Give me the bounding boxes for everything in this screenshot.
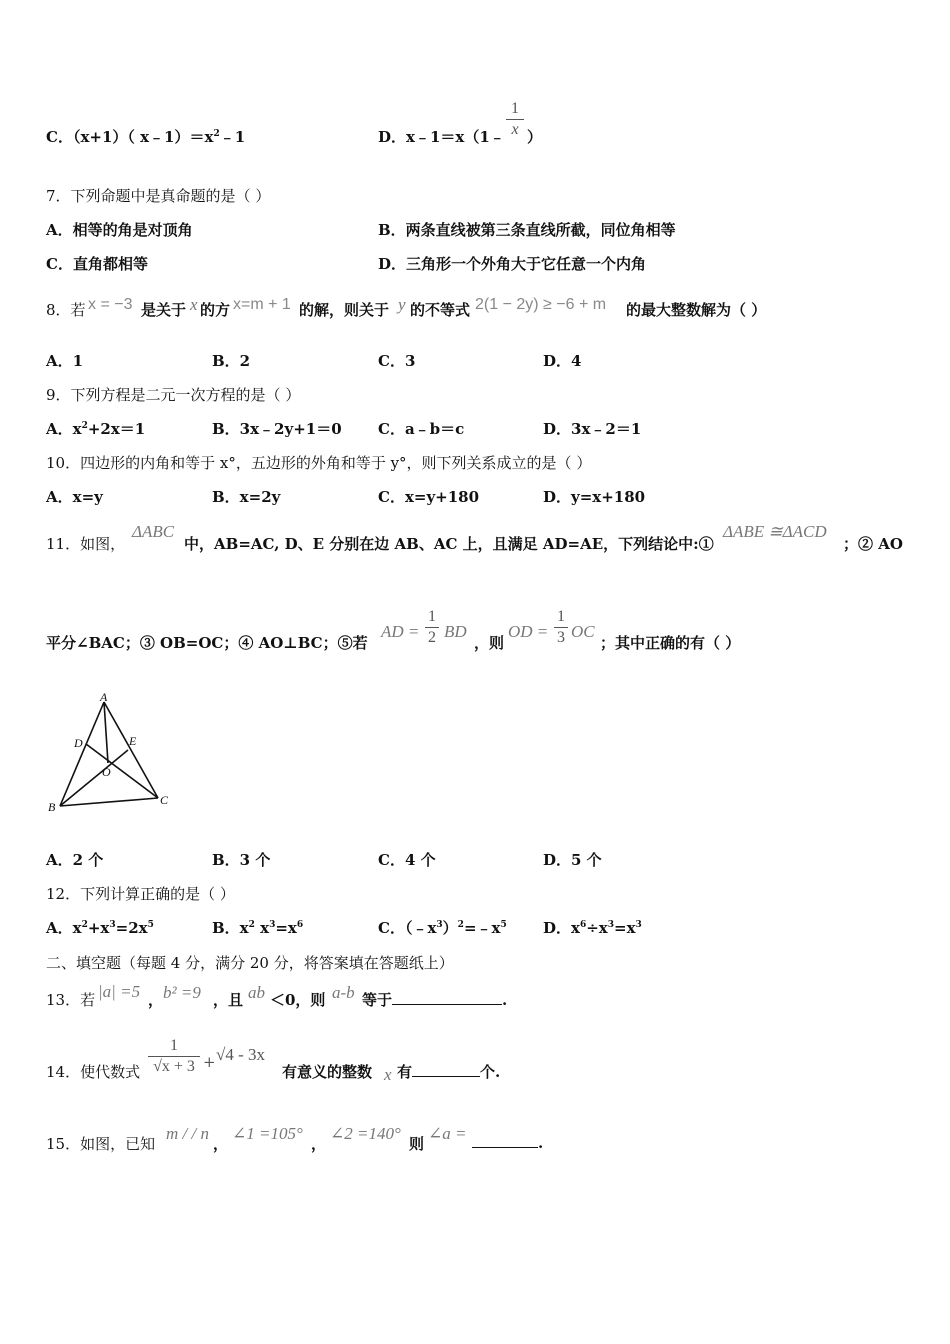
q8-math-y: y xyxy=(398,295,406,314)
q12-option-c: C．$(﹣x^3)^2=﹣x^5$ xyxy=(378,919,507,937)
figure-label-d: D xyxy=(74,736,83,750)
q9-option-d: D．3x﹣2＝1 xyxy=(543,420,642,438)
figure-label-c: C xyxy=(160,793,169,807)
q8-text-6: 的最大整数解为（ ） xyxy=(626,301,767,319)
q12-option-a: A．$x^2+x^3=2x^5$ xyxy=(46,919,154,937)
q9-stem-text: 9．下列方程是二元一次方程的是（ ） xyxy=(46,386,301,404)
q8-text-3: 的方 xyxy=(200,301,231,319)
q10-stem xyxy=(0,452,950,482)
q8-options xyxy=(0,350,950,380)
q11-fraction-third: 1 3 xyxy=(554,608,568,647)
q9-stem xyxy=(0,384,950,414)
q8-text-1: 8．若 xyxy=(46,301,86,319)
q12-stem xyxy=(0,883,950,913)
q11-fraction-half: 1 2 xyxy=(425,608,439,647)
q15-math-parallel: m / / n xyxy=(166,1124,209,1143)
q13-text-2: ， xyxy=(148,991,164,1009)
q13-stem xyxy=(0,982,950,1019)
q11-option-a: A．2 个 xyxy=(46,851,104,869)
q6-options xyxy=(0,100,950,156)
q14-text-3: 有 个. xyxy=(397,1063,501,1081)
q11-text-6: ；其中正确的有（ ） xyxy=(600,634,741,652)
q8-option-b: B．2 xyxy=(212,352,251,370)
q10-option-b: B．x=2y xyxy=(212,488,281,506)
q13-text-5: 等于 . xyxy=(362,991,508,1009)
q15-math-angle1: ∠1 =105° xyxy=(232,1124,303,1143)
q7-options-row1 xyxy=(0,219,950,249)
q8-math-inequality: 2(1 − 2y) ≥ −6 + m xyxy=(475,296,607,313)
q9-option-c: C．a﹣b＝c xyxy=(378,420,465,438)
q14-fraction: 1 √x + 3 xyxy=(148,1037,200,1076)
q7-option-a: A．相等的角是对顶角 xyxy=(46,221,193,239)
q15-answer-blank[interactable] xyxy=(472,1133,538,1148)
q13-math-a-minus-b: a-b xyxy=(332,983,355,1002)
q12-option-b: B．$x^2$ $x^3=x^6$ xyxy=(212,919,304,937)
q10-option-c: C．x=y+180 xyxy=(378,488,480,506)
figure-label-e: E xyxy=(129,734,137,748)
q12-option-d: D．$x^6\div x^3=x^3$ xyxy=(543,919,642,937)
q14-math-x: x xyxy=(384,1065,392,1084)
q6-option-d: D．x﹣1＝x（1﹣ xyxy=(378,128,505,146)
q13-math-b-squared: b² =9 xyxy=(163,983,201,1002)
q15-math-angle2: ∠2 =140° xyxy=(330,1124,401,1143)
q15-text-3: ， xyxy=(311,1135,327,1153)
q11-text-2: 中，AB=AC, D、E 分别在边 AB、AC 上，且满足 AD=AE，下列结论中:① xyxy=(184,535,714,553)
q9-options xyxy=(0,418,950,448)
q14-sqrt: √4 - 3x xyxy=(216,1045,265,1064)
q8-stem xyxy=(0,295,950,329)
q7-options-row2 xyxy=(0,253,950,283)
q14-plus: + xyxy=(203,1053,216,1071)
q13-text-3: ，且 xyxy=(213,991,244,1009)
q13-text-1: 13．若 xyxy=(46,991,96,1009)
q6-option-c: C．（x+1）（ $x﹣1)=x^2﹣1$ xyxy=(46,128,246,146)
q8-text-2: 是关于 xyxy=(141,301,187,319)
q11-option-b: B．3 个 xyxy=(212,851,271,869)
figure-label-b: B xyxy=(48,800,56,814)
q11-option-d: D．5 个 xyxy=(543,851,602,869)
q10-options xyxy=(0,486,950,516)
q11-math-ad: AD = xyxy=(381,622,420,641)
section-2-title: 二、填空题（每题 4 分，满分 20 分，将答案填在答题纸上） xyxy=(46,954,454,972)
q15-answer: . xyxy=(472,1133,543,1152)
q9-option-b: B．3x﹣2y+1＝0 xyxy=(212,420,342,438)
q14-text-1: 14．使代数式 xyxy=(46,1063,141,1081)
q11-math-congruence: ΔABE ≅ΔACD xyxy=(723,522,827,541)
q6-option-d-tail: ） xyxy=(527,128,543,146)
q8-text-4: 的解，则关于 xyxy=(299,301,390,319)
q9-option-a: A．$x^2+2x=1$ xyxy=(46,420,146,438)
q10-option-a: A．x=y xyxy=(46,488,103,506)
q12-options xyxy=(0,917,950,947)
q7-option-d: D．三角形一个外角大于它任意一个内角 xyxy=(378,255,647,273)
q7-option-b: B．两条直线被第三条直线所截，同位角相等 xyxy=(378,221,676,239)
q11-option-c: C．4 个 xyxy=(378,851,436,869)
q14-stem xyxy=(0,1037,950,1091)
q8-text-5: 的不等式 xyxy=(410,301,471,319)
q11-math-bd: BD xyxy=(444,622,467,641)
q11-stem-line2 xyxy=(0,608,950,662)
q14-answer-blank[interactable] xyxy=(412,1062,480,1077)
q11-text-3: ；② AO xyxy=(843,535,903,553)
q8-math-equation: x=m + 1 xyxy=(233,296,291,313)
q8-math-x: x xyxy=(190,295,198,314)
q11-text-5: ，则 xyxy=(474,634,505,652)
q11-text-1: 11．如图， xyxy=(46,535,126,553)
q13-text-4: ＜0，则 xyxy=(270,991,326,1009)
q13-math-ab: ab xyxy=(248,983,265,1002)
q15-stem xyxy=(0,1124,950,1163)
q15-text-4: 则 xyxy=(409,1135,425,1153)
q8-math-x-eq: x = −3 xyxy=(88,296,133,313)
q15-math-angle-a: ∠a = xyxy=(428,1124,467,1143)
q7-stem-text: 7．下列命题中是真命题的是（ ） xyxy=(46,187,271,205)
figure-label-a: A xyxy=(100,690,108,704)
q11-options xyxy=(0,849,950,879)
q13-math-abs-a: |a| =5 xyxy=(98,982,141,1001)
q14-text-2: 有意义的整数 xyxy=(282,1063,373,1081)
q11-text-4: 平分∠BAC；③ OB=OC；④ AO⊥BC；⑤若 xyxy=(46,634,368,652)
q11-math-oc: OC xyxy=(571,622,595,641)
q15-text-2: ， xyxy=(213,1135,229,1153)
q8-option-a: A．1 xyxy=(46,352,84,370)
q15-text-1: 15．如图，已知 xyxy=(46,1135,156,1153)
q8-option-c: C．3 xyxy=(378,352,416,370)
q7-option-c: C．直角都相等 xyxy=(46,255,148,273)
q7-stem xyxy=(0,185,950,215)
q11-triangle-figure xyxy=(40,690,180,820)
q8-option-d: D．4 xyxy=(543,352,582,370)
q11-math-od: OD = xyxy=(508,622,549,641)
section-2-heading xyxy=(0,952,950,982)
q11-stem-line1 xyxy=(0,522,950,563)
q12-stem-text: 12．下列计算正确的是（ ） xyxy=(46,885,235,903)
q11-math-triangle: ΔABC xyxy=(132,522,175,541)
figure-label-o: O xyxy=(102,765,111,779)
q6-option-d-fraction: 1 x xyxy=(506,100,524,139)
q10-stem-text: 10．四边形的内角和等于 x°，五边形的外角和等于 y°，则下列关系成立的是（ ） xyxy=(46,454,592,472)
q10-option-d: D．y=x+180 xyxy=(543,488,646,506)
q13-answer-blank[interactable] xyxy=(392,990,502,1005)
